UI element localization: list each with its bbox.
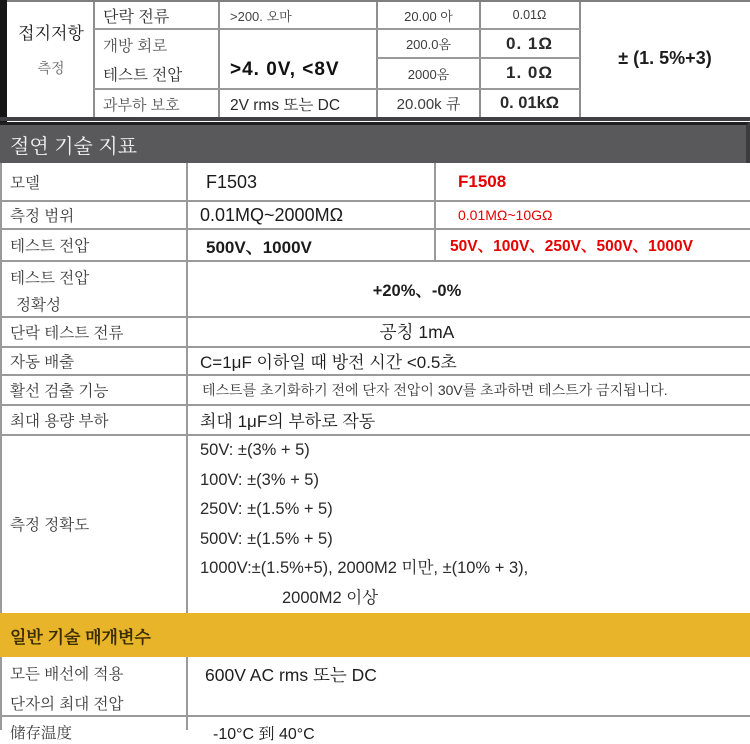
general-section-header	[0, 613, 750, 657]
gridline	[434, 163, 436, 262]
max-terminal-voltage-value: 600V AC rms 또는 DC	[205, 664, 377, 685]
cap-load-value: 최대 1μF의 부하로 작동	[200, 412, 376, 431]
insulation-section-title: 절연 기술 지표	[10, 135, 138, 158]
range-row-2: 200.0옴	[405, 37, 452, 52]
range-row-label: 측정 범위	[10, 208, 75, 225]
range-row-1: 20.00 아	[404, 8, 453, 24]
gridline	[186, 163, 188, 613]
live-detect-value: 테스트를 초기화하기 전에 단자 전압이 30V를 초과하면 테스트가 금지됩니다.	[202, 381, 668, 398]
accuracy-line-250v: 250V: ±(1.5% + 5)	[200, 500, 333, 518]
range-f1508: 0.01MΩ~10GΩ	[458, 207, 553, 223]
table-left-edge	[0, 0, 7, 122]
auto-discharge-value: C=1μF 이하일 때 방전 시간 <0.5초	[200, 353, 457, 372]
ground-accuracy-value: ± (1. 5%+3)	[618, 48, 712, 68]
measure-accuracy-values	[200, 436, 745, 613]
accuracy-line-1000v: 1000V:±(1.5%+5), 2000M2 미만, ±(10% + 3),	[200, 559, 529, 577]
voltage-accuracy-label-line2: 정확성	[16, 297, 61, 314]
gridline	[218, 2, 220, 117]
test-voltage-row-label: 테스트 전압	[10, 238, 90, 255]
short-test-current-value: 공칭 1mA	[379, 322, 455, 342]
resolution-row-4: 0. 01kΩ	[499, 93, 560, 112]
cap-load-label: 최대 용량 부하	[10, 412, 109, 430]
param-short-circuit-current: 단락 전류	[103, 8, 170, 26]
model-f1508: F1508	[458, 172, 507, 191]
measure-accuracy-label: 측정 정확도	[10, 517, 90, 534]
accuracy-line-500v: 500V: ±(1.5% + 5)	[200, 529, 333, 548]
voltage-accuracy-label-line1: 테스트 전압	[10, 270, 90, 287]
voltage-accuracy-value: +20%、-0%	[372, 281, 462, 300]
gridline	[186, 657, 188, 730]
max-terminal-voltage-label-line1: 모든 배선에 적용	[10, 666, 124, 683]
live-detect-label: 활선 검출 기능	[10, 382, 109, 400]
value-short-circuit-current: >200. 오마	[230, 8, 292, 24]
gridline	[376, 2, 378, 117]
range-f1503: 0.01MQ~2000MΩ	[200, 204, 344, 225]
range-row-4: 20.00k 큐	[396, 95, 461, 113]
accuracy-line-100v: 100V: ±(3% + 5)	[200, 470, 319, 489]
model-row-label: 모델	[10, 175, 40, 192]
test-voltage-f1508: 50V、100V、250V、500V、1000V	[450, 238, 693, 255]
max-terminal-voltage-label-line2: 단자의 최대 전압	[10, 696, 124, 713]
accuracy-line-2000m: 2000M2 이상	[282, 588, 379, 607]
storage-temperature-label: 储存温度	[10, 725, 73, 742]
resolution-row-1: 0.01Ω	[512, 8, 547, 22]
gridline	[0, 200, 750, 202]
resolution-row-2: 0. 1Ω	[506, 33, 553, 53]
ground-row-label: 접지저항	[18, 23, 84, 43]
general-section-title: 일반 기술 매개변수	[10, 627, 151, 647]
insulation-section-header	[0, 122, 750, 163]
table-bottom-border	[0, 117, 750, 121]
ground-row-sublabel: 측정	[37, 60, 65, 76]
value-overload-protection: 2V rms 또는 DC	[230, 96, 341, 114]
auto-discharge-label: 자동 배출	[10, 353, 75, 371]
accuracy-line-50v: 50V: ±(3% + 5)	[200, 441, 310, 459]
test-voltage-f1503: 500V、1000V	[206, 237, 312, 257]
short-test-current-label: 단락 테스트 전류	[10, 324, 124, 342]
storage-temperature-value: -10°C 到 40°C	[213, 725, 315, 743]
range-row-3: 2000옴	[407, 66, 450, 82]
value-test-voltage: >4. 0V, <8V	[230, 59, 340, 80]
param-test-voltage: 테스트 전압	[103, 67, 183, 84]
param-open-circuit: 개방 회로	[103, 38, 168, 55]
resolution-row-3: 1. 0Ω	[506, 63, 553, 82]
model-f1503: F1503	[206, 171, 258, 192]
param-overload-protection: 과부하 보호	[103, 96, 180, 114]
